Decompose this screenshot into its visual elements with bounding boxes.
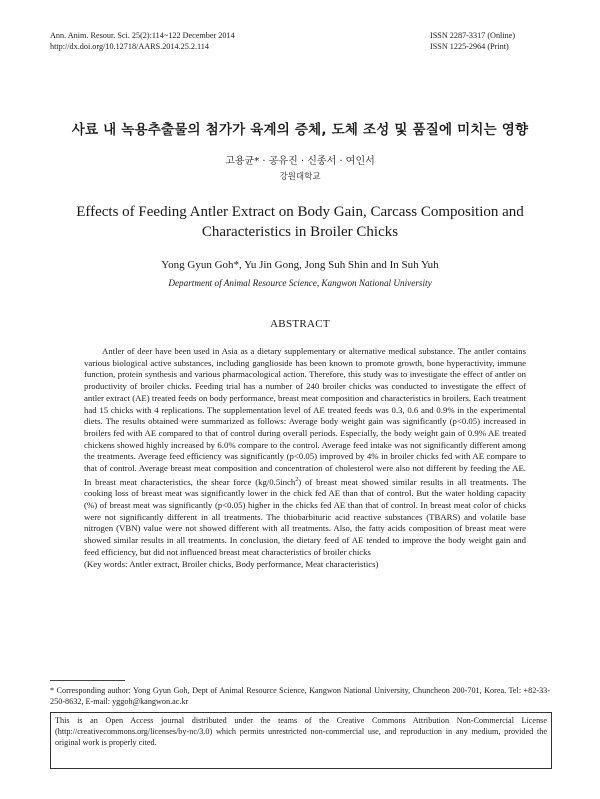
abstract-text-part-2: ) of breast meat showed similar results in all treatments. The cooking loss of breast meat was significantly lower in the chick fed AE than that of control. But the water holding capacity (%) of breast meat was significantly (p<0.05) higher in the chicks fed AE than that of control. In breast meat color of chicks were not significantly different in all treatments. The thiobarbituric acid reactive substances (TBARS) and volatile base nitrogen (VBN) value were not showed different with all treatments. Also, the fatty acids composition of breast meat were showed similar results in all treatments. In conclusion, the dietary feed of AE tended to improve the body weight gain and feed efficiency, but did not influenced breast meat characteristics of broiler chicks xyxy=(84,476,526,557)
korean-authors: 고용균* · 공유진 · 신종서 · 여인서 xyxy=(225,156,375,167)
journal-header xyxy=(50,30,235,52)
korean-affiliation: 강원대학교 xyxy=(279,172,321,182)
issn-block xyxy=(430,30,515,52)
korean-title: 사료 내 녹용추출물의 첨가가 육계의 증체, 도체 조성 및 품질에 미치는 영향 xyxy=(71,122,529,138)
english-title-line-1: Effects of Feeding Antler Extract on Body Gain, Carcass Composition and xyxy=(76,204,524,220)
abstract-keywords: (Key words: Antler extract, Broiler chicks, Body performance, Meat characteristics) xyxy=(84,558,379,569)
footnote-divider xyxy=(50,680,125,681)
journal-citation: Ann. Anim. Resour. Sci. 25(2):114~122 December 2014 xyxy=(50,31,235,40)
english-title xyxy=(60,202,540,242)
corresponding-author-footnote: * Corresponding author: Yong Gyun Goh, Dept of Animal Resource Science, Kangwon National University, Chuncheon 200-701, Korea. Tel: +82-33-250-8632, E-mail: yggoh@kangwon.ac.kr xyxy=(50,686,550,706)
english-authors: Yong Gyun Goh*, Yu Jin Gong, Jong Suh Shin and In Suh Yuh xyxy=(161,259,439,271)
abstract-heading: ABSTRACT xyxy=(270,318,330,330)
english-affiliation: Department of Animal Resource Science, Kangwon National University xyxy=(168,278,432,288)
issn-online: ISSN 2287-3317 (Online) xyxy=(430,31,516,40)
issn-print: ISSN 1225-2964 (Print) xyxy=(430,42,509,51)
english-title-line-2: Characteristics in Broiler Chicks xyxy=(201,224,399,240)
doi-link[interactable]: http://dx.doi.org/10.12718/AARS.2014.25.2.114 xyxy=(50,42,209,51)
superscript-2: 2 xyxy=(295,476,299,483)
abstract-text-part-1: Antler of deer have been used in Asia as a dietary supplementary or alternative medical substance. The antler contains various biological active substances, including ganglioside has been known to promote growth, bone hyperactivity, immune function, protein synthesis and various pharmacological action. Therefore, this study was to investigate the effect of antler on productivity of broiler chicks. Feeding trial has a number of 240 broiler chicks was conducted to investigate the effect of antler extract (AE) treated feeds on body performance, breast meat composition and characteristics in broilers. Each treatment had 15 chicks with 4 replications. The supplementation level of AE treated feeds was 0.3, 0.6 and 0.9% in the experimental diets. The results obtained were summarized as follows: Average body weight gain was significantly (p<0.05) increased in broilers fed with AE compared to that of control during overall periods. Especially, the body weight gain of 0.9% AE treated chickens showed highly increased by 6.0% compare to the control. Average feed intake was not significantly different among the treatments. Average feed efficiency was significantly (p<0.05) improved by 4% in broiler chicks fed with AE compare to that of control. Average breast meat composition and concentration of cholesterol were also not different by feeding the AE. In breast meat characteristics, the shear force (kg/0.5inch xyxy=(84,346,526,487)
abstract-paragraph xyxy=(84,346,526,559)
license-box: This is an Open Access journal distributed under the teams of the Creative Commons Attribution Non-Commercial License (http://creativecommons.org/licenses/by-nc/3.0) which permits unrestricted non-commercial use, and reproduction in any medium, provided the original work is properly cited. xyxy=(50,712,552,769)
abstract-body xyxy=(84,346,526,570)
